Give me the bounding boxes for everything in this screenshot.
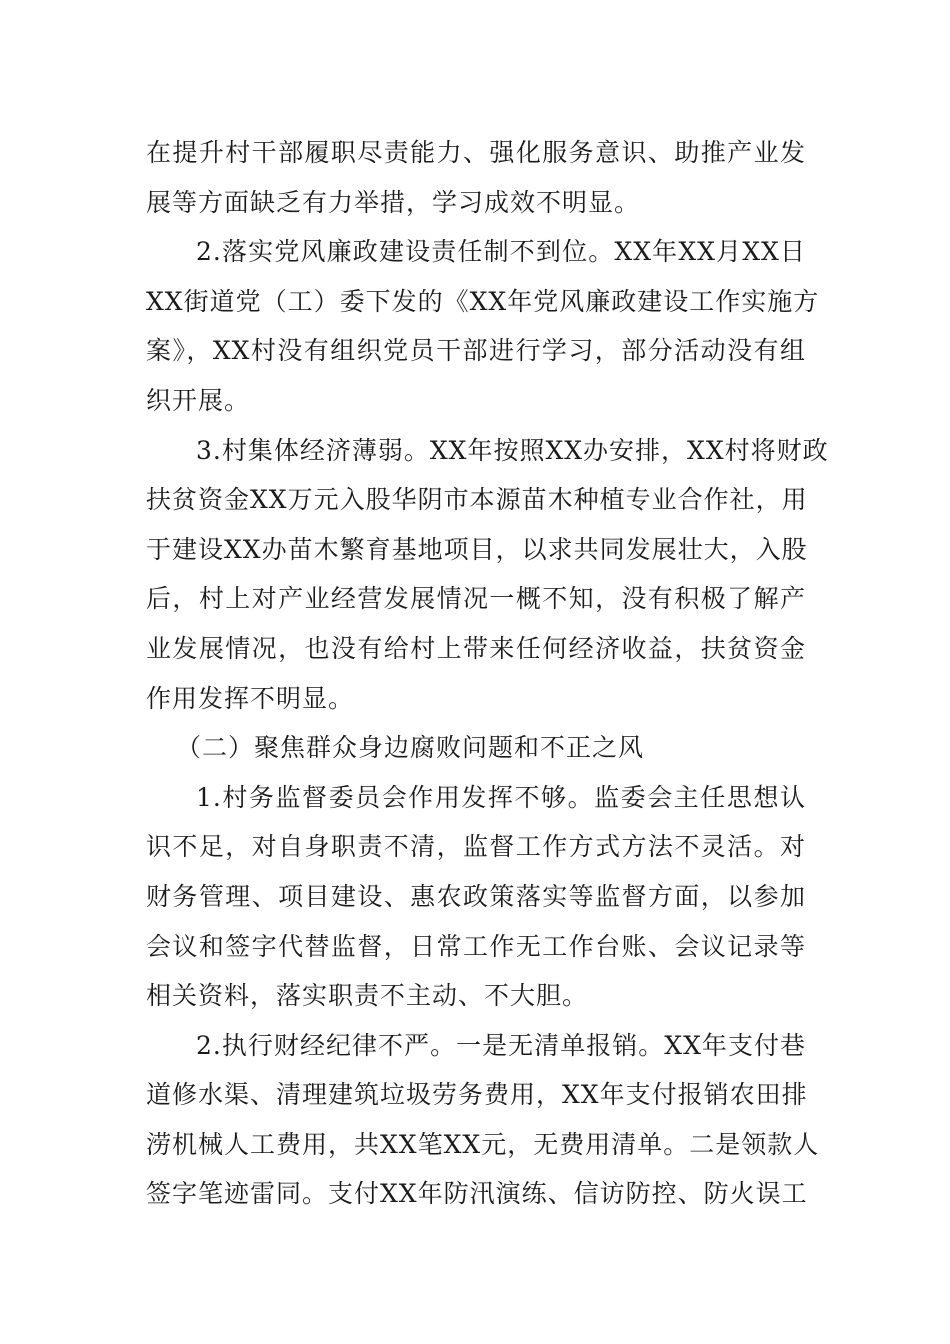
paragraph-financial-discipline [146,1021,820,1219]
text-line: 相关资料，落实职责不主动、不大胆。 [146,981,589,1011]
text-line: 扶贫资金XX万元入股华阴市本源苗木种植专业合作社，用 [146,485,808,515]
text-line: 在提升村干部履职尽责能力、强化服务意识、助推产业发 [146,138,806,167]
text-line: 签字笔迹雷同。支付XX年防汛演练、信访防控、防火误工 [146,1179,808,1209]
text-line: 2.落实党风廉政建设责任制不到位。XX年XX月XX日 [196,237,806,267]
text-line: 道修水渠、清理建筑垃圾劳务费用，XX年支付报销农田排 [146,1080,808,1110]
document-body [146,128,829,1219]
text-line: 于建设XX办苗木繁育基地项目，以求共同发展壮大，入股 [146,534,808,564]
paragraph-collective-economy [146,426,829,724]
text-line: 案》，XX村没有组织党员干部进行学习，部分活动没有组 [146,336,806,366]
section-heading-text: （二）聚焦群众身边腐败问题和不正之风 [176,733,645,763]
text-line: 后，村上对产业经营发展情况一概不知，没有积极了解产 [146,584,806,614]
text-line: 1.村务监督委员会作用发挥不够。监委会主任思想认 [196,782,806,812]
text-line: 业发展情况，也没有给村上带来任何经济收益，扶贫资金 [146,633,806,663]
section-heading [146,723,806,773]
paragraph-continuation [146,128,806,227]
text-line: 会议和签字代替监督，日常工作无工作台账、会议记录等 [146,931,806,961]
text-line: 涝机械人工费用，共XX笔XX元，无费用清单。二是领款人 [146,1129,820,1159]
text-line: 3.村集体经济薄弱。XX年按照XX办安排，XX村将财政 [196,435,829,465]
text-line: 识不足，对自身职责不清，监督工作方式方法不灵活。对 [146,832,806,862]
text-line: 2.执行财经纪律不严。一是无清单报销。XX年支付巷 [196,1030,806,1060]
paragraph-party-conduct [146,227,820,425]
text-line: 织开展。 [146,385,251,415]
text-line: XX街道党（工）委下发的《XX年党风廉政建设工作实施方 [146,286,820,316]
text-line: 展等方面缺乏有力举措，学习成效不明显。 [146,187,641,217]
paragraph-supervision-committee [146,773,806,1021]
text-line: 财务管理、项目建设、惠农政策落实等监督方面，以参加 [146,881,806,911]
text-line: 作用发挥不明显。 [146,683,355,713]
